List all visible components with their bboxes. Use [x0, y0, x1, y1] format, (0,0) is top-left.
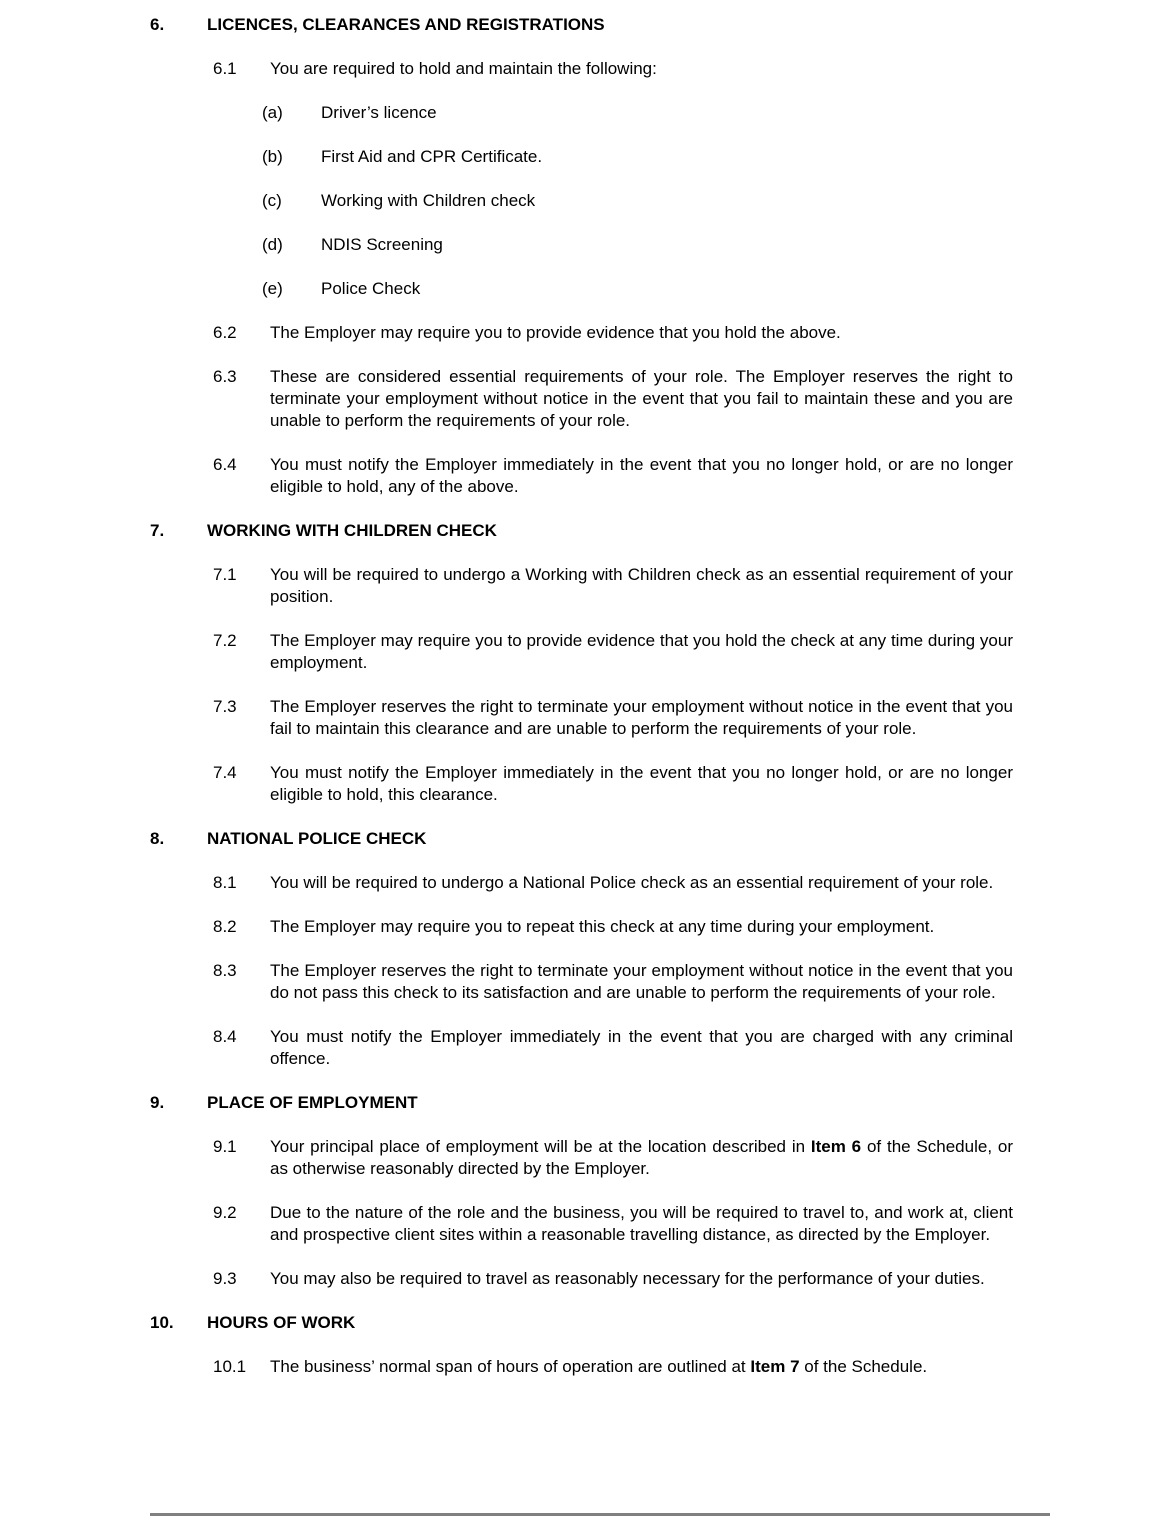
- clause-number: 9.3: [213, 1269, 237, 1288]
- clause-6-3: [213, 366, 1013, 432]
- clause-number: 9.2: [213, 1203, 237, 1222]
- clause-9-1: [213, 1136, 1013, 1180]
- clause-number: 6.4: [213, 455, 237, 474]
- clause-number: 7.3: [213, 697, 237, 716]
- clause-text: [270, 1136, 1013, 1180]
- footer-divider: [150, 1513, 1050, 1516]
- section-heading-10: [150, 1312, 1013, 1334]
- clause-text: You must notify the Employer immediately in the event that you no longer hold, or are no longer eligible to hold, any of the above.: [270, 455, 1013, 496]
- clause-text-segment: of the Schedule, or as otherwise reasonably directed by the Employer.: [270, 1137, 1013, 1178]
- clause-number: 8.3: [213, 961, 237, 980]
- clause-7-3: [213, 696, 1013, 740]
- section-title: HOURS OF WORK: [207, 1313, 356, 1332]
- list-letter: (d): [262, 235, 283, 254]
- clause-text-segment: The business’ normal span of hours of operation are outlined at: [270, 1357, 751, 1376]
- clause-text: The Employer reserves the right to terminate your employment without notice in the event that you fail to maintain this clearance and are unable to perform the requirements of your role.: [270, 697, 1013, 738]
- section-number: 9.: [150, 1093, 165, 1112]
- clause-text: [270, 1356, 1013, 1378]
- list-item-c: [262, 190, 1013, 212]
- clause-number: 7.2: [213, 631, 237, 650]
- section-title: PLACE OF EMPLOYMENT: [207, 1093, 418, 1112]
- clause-number: 7.4: [213, 763, 237, 782]
- clause-number: 7.1: [213, 565, 237, 584]
- section-number: 6.: [150, 15, 165, 34]
- clause-number: 8.2: [213, 917, 237, 936]
- clause-9-2: [213, 1202, 1013, 1246]
- section-heading-9: [150, 1092, 1013, 1114]
- clause-9-3: [213, 1268, 1013, 1290]
- clause-6-4: [213, 454, 1013, 498]
- clause-bold-ref: Item 6: [810, 1137, 862, 1156]
- list-item-b: [262, 146, 1013, 168]
- list-letter: (c): [262, 191, 282, 210]
- clause-text: The Employer may require you to provide evidence that you hold the above.: [270, 323, 841, 342]
- section-heading-6: [150, 14, 1013, 36]
- clause-number: 10.1: [213, 1357, 247, 1376]
- clause-6-1: [213, 58, 1013, 80]
- clause-text: You must notify the Employer immediately in the event that you no longer hold, or are no longer eligible to hold, this clearance.: [270, 763, 1013, 804]
- list-letter: (e): [262, 279, 283, 298]
- clause-8-4: [213, 1026, 1013, 1070]
- list-item-e: [262, 278, 1013, 300]
- list-text: First Aid and CPR Certificate.: [321, 147, 543, 166]
- clause-text-segment: of the Schedule.: [799, 1357, 928, 1376]
- section-number: 10.: [150, 1313, 174, 1332]
- list-letter: (b): [262, 147, 283, 166]
- section-number: 7.: [150, 521, 165, 540]
- clause-10-1: [213, 1356, 1013, 1378]
- clause-7-4: [213, 762, 1013, 806]
- list-text: Working with Children check: [321, 191, 536, 210]
- clause-text: You are required to hold and maintain the following:: [270, 59, 657, 78]
- clause-text: You must notify the Employer immediately in the event that you are charged with any criminal offence.: [270, 1027, 1013, 1068]
- list-text: NDIS Screening: [321, 235, 443, 254]
- list-text: Driver’s licence: [321, 103, 437, 122]
- clause-text: You will be required to undergo a Working with Children check as an essential requirement of your position.: [270, 565, 1013, 606]
- clause-number: 6.1: [213, 59, 237, 78]
- section-heading-7: [150, 520, 1013, 542]
- clause-8-1: [213, 872, 1013, 894]
- section-title: NATIONAL POLICE CHECK: [207, 829, 427, 848]
- clause-bold-ref: Item 7: [750, 1357, 800, 1376]
- clause-6-2: [213, 322, 1013, 344]
- clause-text: The Employer may require you to provide evidence that you hold the check at any time during your employment.: [270, 631, 1013, 672]
- clause-number: 6.2: [213, 323, 237, 342]
- document-content: [150, 14, 1013, 1400]
- section-heading-8: [150, 828, 1013, 850]
- section-number: 8.: [150, 829, 165, 848]
- clause-text: The Employer reserves the right to terminate your employment without notice in the event that you do not pass this check to its satisfaction and are unable to perform the requirements of your role.: [270, 961, 1013, 1002]
- clause-number: 8.1: [213, 873, 237, 892]
- clause-8-2: [213, 916, 1013, 938]
- clause-7-2: [213, 630, 1013, 674]
- clause-text: These are considered essential requirements of your role. The Employer reserves the right to terminate your employment without notice in the event that you fail to maintain these and you are unable to perform the requirements of your role.: [270, 367, 1013, 430]
- clause-7-1: [213, 564, 1013, 608]
- list-item-d: [262, 234, 1013, 256]
- clause-number: 6.3: [213, 367, 237, 386]
- clause-text-segment: Your principal place of employment will be at the location described in: [270, 1137, 811, 1156]
- clause-number: 8.4: [213, 1027, 237, 1046]
- clause-text: You will be required to undergo a National Police check as an essential requirement of your role.: [270, 873, 994, 892]
- list-letter: (a): [262, 103, 283, 122]
- clause-number: 9.1: [213, 1137, 237, 1156]
- section-title: WORKING WITH CHILDREN CHECK: [207, 521, 497, 540]
- list-text: Police Check: [321, 279, 421, 298]
- section-title: LICENCES, CLEARANCES AND REGISTRATIONS: [207, 15, 605, 34]
- clause-text: You may also be required to travel as reasonably necessary for the performance of your duties.: [270, 1269, 985, 1288]
- clause-8-3: [213, 960, 1013, 1004]
- clause-text: The Employer may require you to repeat this check at any time during your employment.: [270, 917, 935, 936]
- list-item-a: [262, 102, 1013, 124]
- clause-text: Due to the nature of the role and the business, you will be required to travel to, and work at, client and prospective client sites within a reasonable travelling distance, as directed by the Employer.: [270, 1203, 1013, 1244]
